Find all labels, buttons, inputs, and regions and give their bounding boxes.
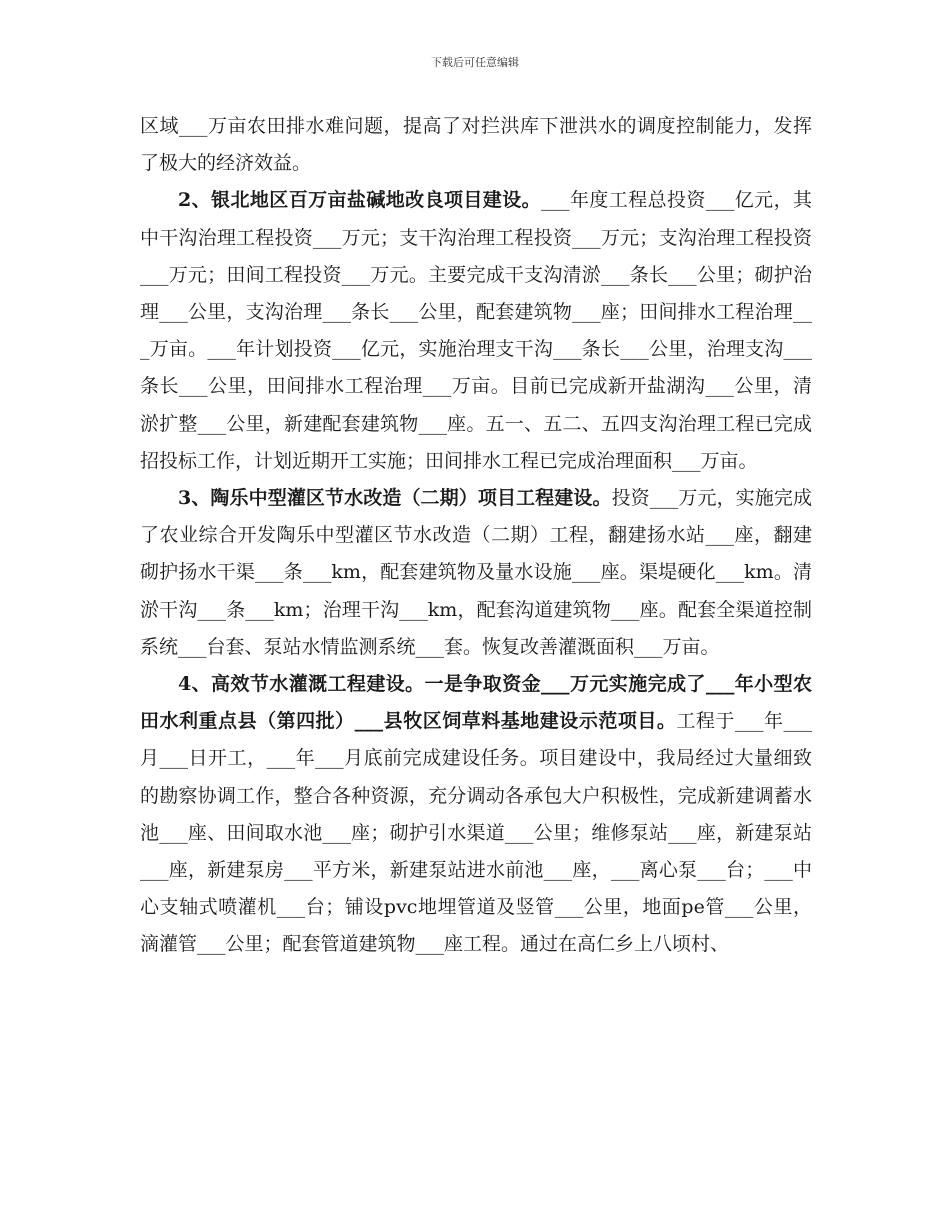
paragraph-text: 投资___万元，实施完成了农业综合开发陶乐中型灌区节水改造（二期）工程，翻建扬水站___座，翻建砌护扬水干渠___条___km，配套建筑物及量水设施___座。渠堤硬化___km。清淤干沟___条___km；治理干沟___km，配套沟道建筑物___座。配套全渠道控制系统___台套、泵站水情监测系统___套。恢复改善灌溉面积___万亩。 — [140, 487, 812, 658]
paragraph-text: ___年度工程总投资___亿元，其中干沟治理工程投资___万元；支干沟治理工程投资___万元；支沟治理工程投资___万元；田间工程投资___万元。主要完成干支沟清淤___条长___公里；砌护治理___公里，支沟治理___条长___公里，配套建筑物___座；田间排水工程治理___万亩。___年计划投资___亿元，实施治理支干沟___条长___公里，治理支沟___条长___公里，田间排水工程治理___万亩。目前已完成新开盐湖沟___公里，清淤扩整___公里，新建配套建筑物___座。五一、五二、五四支沟治理工程已完成招投标工作，计划近期开工实施；田间排水工程已完成治理面积___万亩。 — [140, 189, 812, 472]
paragraph-item-2 — [140, 182, 812, 480]
paragraph-heading: 4、高效节水灌溉工程建设。一是争取资金___万元实施完成了___年小型农田水利重点县（第四批）___县牧区饲草料基地建设示范项目。 — [140, 673, 812, 733]
paragraph-item-4 — [140, 666, 812, 964]
paragraph-text: 工程于___年___月___日开工，___年___月底前完成建设任务。项目建设中，我局经过大量细致的勘察协调工作，整合各种资源，充分调动各承包大户积极性，完成新建调蓄水池___座、田间取水池___座；砌护引水渠道___公里；维修泵站___座，新建泵站___座，新建泵房___平方米，新建泵站进水前池___座，___离心泵___台；___中心支轴式喷灌机___台；铺设pvc地埋管道及竖管___公里，地面pe管___公里，滴灌管___公里；配套管道建筑物___座工程。通过在高仁乡上八顷村、 — [140, 710, 812, 956]
document-body — [140, 108, 812, 964]
paragraph-heading: 2、银北地区百万亩盐碱地改良项目建设。 — [178, 189, 542, 212]
paragraph-text: 区域___万亩农田排水难问题，提高了对拦洪库下泄洪水的调度控制能力，发挥了极大的经济效益。 — [140, 115, 812, 175]
paragraph-continuation — [140, 108, 812, 182]
paragraph-heading: 3、陶乐中型灌区节水改造（二期）项目工程建设。 — [178, 487, 612, 510]
paragraph-item-3 — [140, 480, 812, 666]
page-header: 下载后可任意编辑 — [431, 56, 519, 69]
